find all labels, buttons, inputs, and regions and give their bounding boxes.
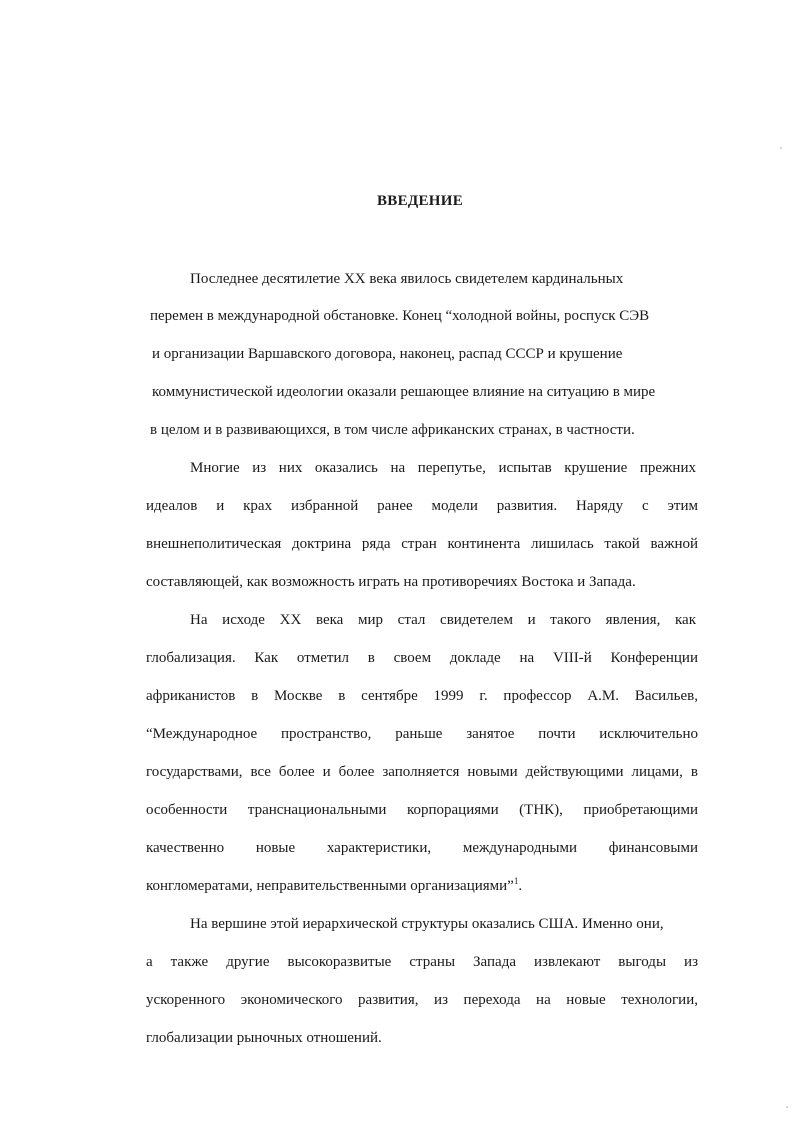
paragraph-3-line-4: “Международное пространство, раньше занятое почти исключительно — [146, 726, 698, 742]
paragraph-1-line-1: Последнее десятилетие XX века явилось свидетелем кардинальных — [190, 271, 624, 287]
paragraph-3-line-8-text: конгломератами, неправительственными организациями” — [146, 878, 514, 894]
footnote-reference[interactable]: 1 — [513, 876, 519, 886]
paragraph-3-line-5: государствами, все более и более заполняется новыми действующими лицами, в — [146, 764, 698, 780]
paragraph-1-line-5: в целом и в развивающихся, в том числе африканских странах, в частности. — [150, 422, 635, 438]
paragraph-1-line-3: и организации Варшавского договора, наконец, распад СССР и крушение — [152, 346, 623, 362]
paragraph-3-line-1: На исходе XX века мир стал свидетелем и такого явления, как — [190, 612, 696, 628]
paragraph-4-line-2: а также другие высокоразвитые страны Запада извлекают выгоды из — [146, 954, 698, 970]
scan-speck — [780, 147, 782, 149]
paragraph-2-line-1: Многие из них оказались на перепутье, испытав крушение прежних — [190, 460, 696, 476]
paragraph-4-line-4: глобализации рыночных отношений. — [146, 1030, 382, 1046]
paragraph-2-line-4: составляющей, как возможность играть на противоречиях Востока и Запада. — [146, 574, 636, 590]
paragraph-4-line-3: ускоренного экономического развития, из перехода на новые технологии, — [146, 992, 698, 1008]
scan-speck — [786, 1106, 788, 1108]
paragraph-2-line-3: внешнеполитическая доктрина ряда стран континента лишилась такой важной — [146, 536, 698, 552]
paragraph-3-line-3: африканистов в Москве в сентябре 1999 г. профессор А.М. Васильев, — [146, 688, 698, 704]
footnote-trailing-punctuation: . — [518, 878, 523, 894]
paragraph-1-line-2: перемен в международной обстановке. Конец “холодной войны, роспуск СЭВ — [150, 308, 650, 324]
paragraph-3-line-6: особенности транснациональными корпорациями (ТНК), приобретающими — [146, 802, 698, 818]
paragraph-1-line-4: коммунистической идеологии оказали решающее влияние на ситуацию в мире — [152, 384, 656, 400]
paragraph-4-line-1: На вершине этой иерархической структуры оказались США. Именно они, — [190, 916, 664, 932]
paragraph-3-line-7: качественно новые характеристики, международными финансовыми — [146, 840, 698, 856]
paragraph-3-line-2: глобализация. Как отметил в своем докладе на VIII-й Конференции — [146, 650, 698, 666]
page-heading: ВВЕДЕНИЕ — [376, 193, 464, 209]
paragraph-3-line-8 — [146, 877, 522, 895]
paragraph-2-line-2: идеалов и крах избранной ранее модели развития. Наряду с этим — [146, 498, 698, 514]
